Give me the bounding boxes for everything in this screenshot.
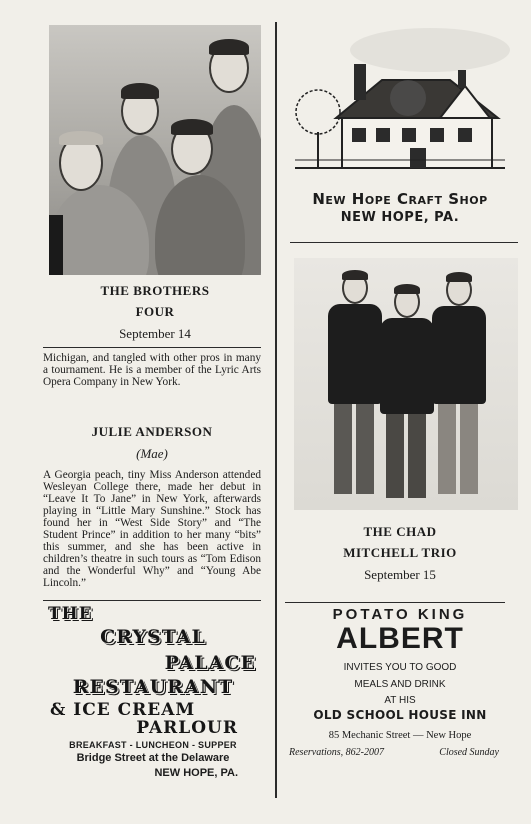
- crystal-ad-line2: CRYSTAL: [100, 626, 206, 648]
- potato-ad-line3: INVITES YOU TO GOOD: [343, 662, 457, 673]
- potato-ad-reservations: Reservations, 862-2007: [289, 747, 384, 758]
- section-rule: [285, 602, 505, 603]
- act2-name-line1: THE CHAD: [363, 524, 437, 539]
- craft-shop-town: NEW HOPE, PA.: [340, 210, 460, 225]
- act1-date: September 14: [119, 326, 191, 341]
- act2-name-line2: MITCHELL TRIO: [343, 545, 457, 560]
- crystal-ad-line1: THE: [48, 604, 93, 624]
- act1-name-line1: THE BROTHERS: [100, 283, 210, 298]
- potato-ad-line1: POTATO KING: [332, 606, 468, 623]
- section-rule: [43, 600, 261, 601]
- potato-ad-footer: [289, 747, 499, 758]
- section-rule: [290, 242, 518, 243]
- potato-ad-inn: OLD SCHOOL HOUSE INN: [313, 708, 487, 722]
- chad-mitchell-trio-photo: [294, 258, 518, 510]
- bio-intro-text: Michigan, and tangled with other pros in many a tournament. He is a member of the Lyric Arts Opera Company in New York.: [43, 352, 261, 388]
- julie-name: JULIE ANDERSON: [91, 424, 213, 439]
- craft-shop-name: New Hope Craft Shop: [312, 190, 488, 208]
- potato-ad-line4: MEALS AND DRINK: [354, 679, 446, 690]
- crystal-ad-line5: & ICE CREAM: [50, 700, 196, 720]
- section-rule: [43, 347, 261, 348]
- potato-ad-closed: Closed Sunday: [439, 747, 499, 758]
- crystal-ad-meals: BREAKFAST - LUNCHEON - SUPPER: [69, 740, 237, 750]
- crystal-ad-line3: PALACE: [164, 652, 256, 674]
- craft-shop-illustration: [290, 20, 510, 180]
- act1-name-line2: FOUR: [135, 304, 175, 319]
- julie-role: (Mae): [136, 446, 168, 461]
- crystal-ad-line6: PARLOUR: [136, 718, 238, 738]
- potato-ad-address: 85 Mechanic Street — New Hope: [328, 730, 472, 741]
- act2-date: September 15: [364, 567, 436, 582]
- potato-ad-albert: ALBERT: [336, 622, 464, 655]
- crystal-ad-town: NEW HOPE, PA.: [154, 767, 238, 779]
- julie-bio: A Georgia peach, tiny Miss Anderson attended Wesleyan College there, made her debut in “Leave It To Jane” in New York, afterwards playing in “Little Mary Sunshine.” Stock has found her in “West Side Story” and “The Student Prince” in addition to her many “bits” this summer, and she has been active in children’s theatre in such tours as “Tom Edison and the Wonderful Why” and “Young Abe Lincoln.”: [43, 469, 261, 589]
- brothers-four-photo: [49, 25, 261, 275]
- crystal-ad-street: Bridge Street at the Delaware: [76, 752, 230, 764]
- column-divider: [275, 22, 277, 798]
- house-drawing-icon: [290, 20, 510, 180]
- crystal-ad-line4: RESTAURANT: [72, 676, 234, 698]
- potato-ad-line5: AT HIS: [384, 695, 416, 706]
